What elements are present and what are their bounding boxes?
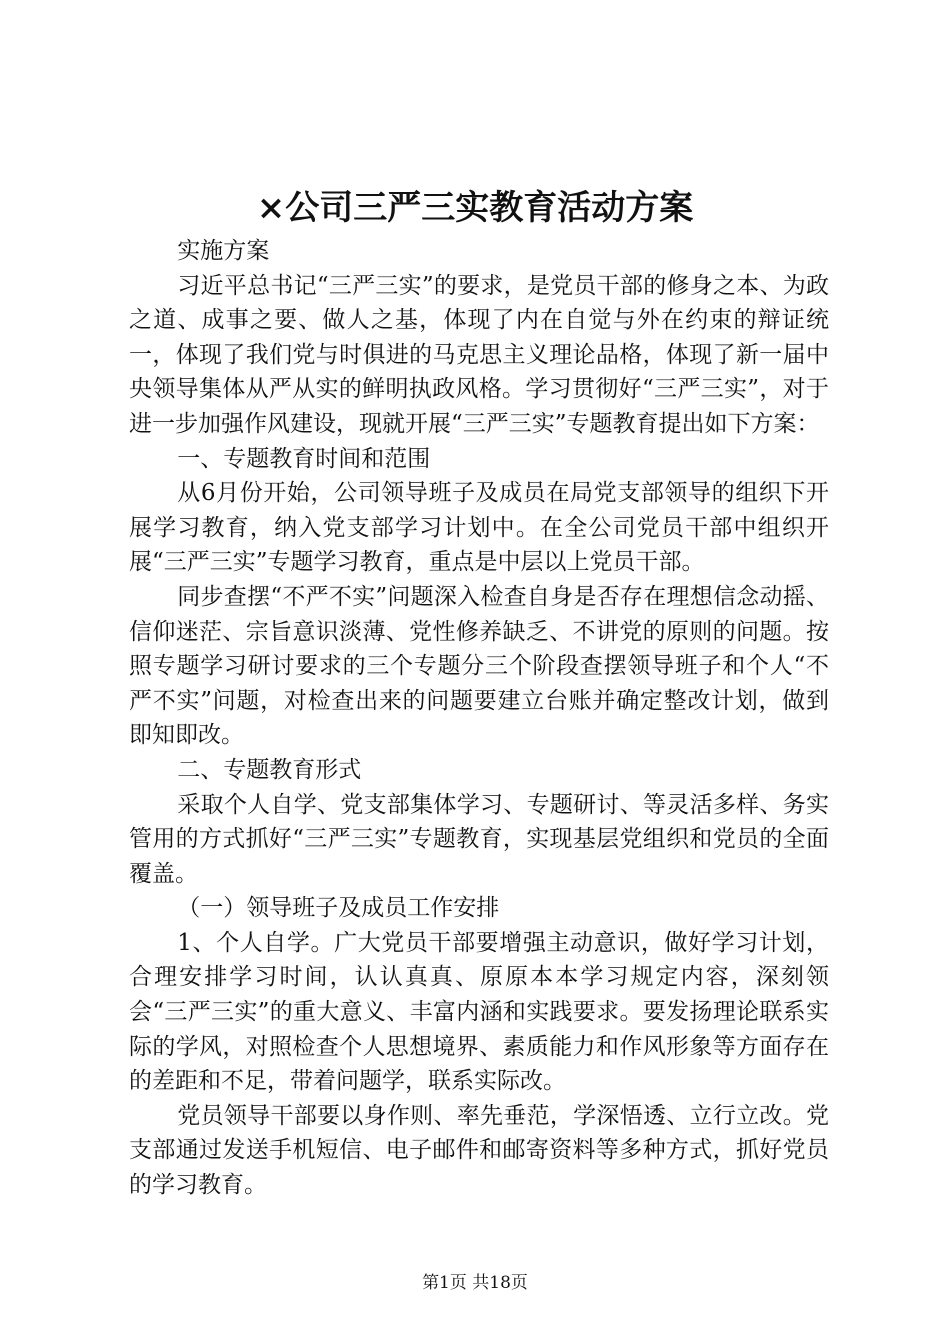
body-paragraph: 同步查摆“不严不实”问题深入检查自身是否存在理想信念动摇、信仰迷茫、宗旨意识淡薄、党性修养缺乏、不讲党的原则的问题。按照专题学习研讨要求的三个专题分三个阶段查摆领导班子和个人“不严不实”问题，对检查出来的问题要建立台账并确定整改计划，做到即知即改。 bbox=[129, 583, 829, 749]
body-paragraph: 党员领导干部要以身作则、率先垂范，学深悟透、立行立改。党支部通过发送手机短信、电子邮件和邮寄资料等多种方式，抓好党员的学习教育。 bbox=[129, 1102, 829, 1199]
body-paragraph: 采取个人自学、党支部集体学习、专题研讨、等灵活多样、务实管用的方式抓好“三严三实”专题教育，实现基层党组织和党员的全面覆盖。 bbox=[129, 791, 829, 887]
page-footer: 第1页 共18页 bbox=[422, 1273, 528, 1293]
section-heading: 实施方案 bbox=[177, 238, 270, 264]
subsection-heading: （一）领导班子及成员工作安排 bbox=[177, 895, 500, 922]
body-paragraph: 习近平总书记“三严三实”的要求，是党员干部的修身之本、为政之道、成事之要、做人之基，体现了内在自觉与外在约束的辩证统一，体现了我们党与时俱进的马克思主义理论品格，体现了新一届中央领导集体从严从实的鲜明执政风格。学习贯彻好“三严三实”，对于进一步加强作风建设，现就开展“三严三实”专题教育提出如下方案： bbox=[129, 272, 829, 437]
section-heading: 一、专题教育时间和范围 bbox=[177, 445, 431, 472]
body-paragraph: 从6月份开始，公司领导班子及成员在局党支部领导的组织下开展学习教育，纳入党支部学习计划中。在全公司党员干部中组织开展“三严三实”专题学习教育，重点是中层以上党员干部。 bbox=[129, 480, 829, 576]
document-title: ×公司三严三实教育活动方案 bbox=[256, 188, 694, 228]
document-body bbox=[129, 234, 829, 1203]
body-paragraph: 1、个人自学。广大党员干部要增强主动意识，做好学习计划，合理安排学习时间，认认真真、原原本本学习规定内容，深刻领会“三严三实”的重大意义、丰富内涵和实践要求。要发扬理论联系实际的学风，对照检查个人思想境界、素质能力和作风形象等方面存在的差距和不足，带着问题学，联系实际改。 bbox=[129, 929, 829, 1095]
section-heading: 二、专题教育形式 bbox=[177, 756, 362, 783]
